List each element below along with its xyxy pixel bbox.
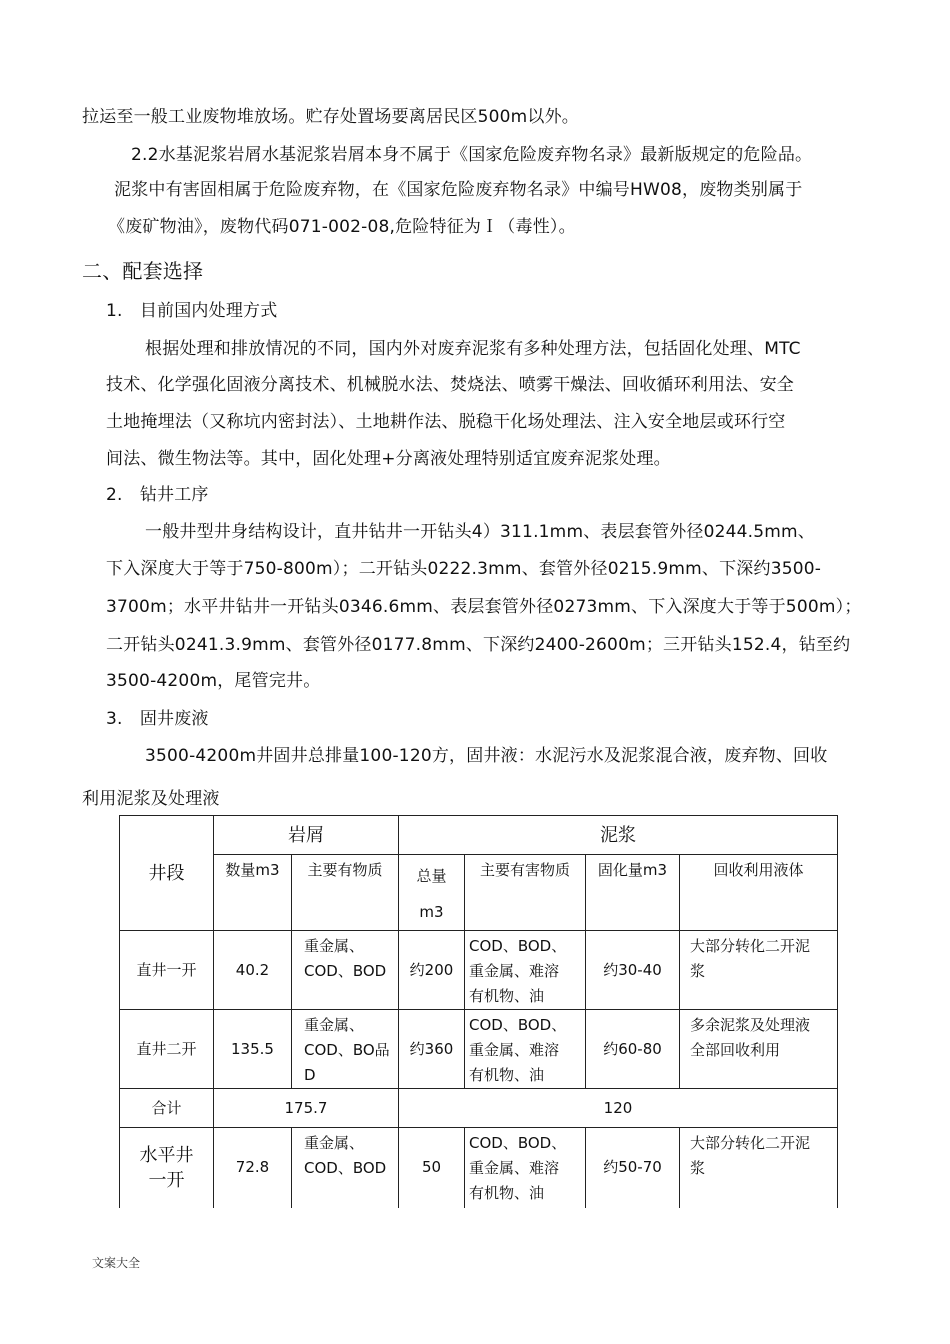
cell-solid: 约60-80 (586, 1010, 680, 1089)
cell-solid: 约30-40 (586, 931, 680, 1010)
cell-segment: 直井二开 (120, 1010, 214, 1089)
cell-qty: 72.8 (214, 1128, 292, 1208)
text-line-15: 二开钻头0241.3.9mm、套管外径0177.8mm、下深约2400-2600m；三开钻头152.4，钻至约 (106, 635, 851, 655)
table-row (120, 1128, 838, 1208)
header-mud: 泥浆 (399, 816, 838, 855)
waste-table (119, 815, 838, 1208)
cell-harmful: COD、BOD、 重金属、难溶 有机物、油 (465, 931, 586, 1010)
text-line-2: 2.2水基泥浆岩屑水基泥浆岩屑本身不属于《国家危险废弃物名录》最新版规定的危险品。 (131, 145, 813, 165)
cell-recycle: 大部分转化二开泥 浆 (680, 1128, 838, 1208)
cell-total: 约360 (399, 1010, 465, 1089)
subheading-2: 2. 钻井工序 (106, 485, 209, 505)
cell-sum-cuttings: 175.7 (214, 1089, 399, 1128)
header-harmful: 主要有害物质 (465, 855, 586, 931)
cell-sum-label: 合计 (120, 1089, 214, 1128)
header-recycle: 回收利用液体 (680, 855, 838, 931)
text-line-9: 土地掩埋法（又称坑内密封法）、土地耕作法、脱稳干化场处理法、注入安全地层或环行空 (106, 412, 786, 432)
header-qty: 数量m3 (214, 855, 292, 931)
text-line-3: 泥浆中有害固相属于危险废弃物，在《国家危险废弃物名录》中编号HW08，废物类别属于 (114, 180, 803, 200)
section-heading: 二、配套选择 (82, 259, 204, 283)
cell-segment: 水平井 一开 (120, 1128, 214, 1208)
cell-qty: 40.2 (214, 931, 292, 1010)
cell-main: 重金属、 COD、BOD (292, 931, 399, 1010)
subheading-3: 3. 固井废液 (106, 709, 209, 729)
table-row (120, 931, 838, 1010)
table-sum-row (120, 1089, 838, 1128)
table-header-row-2 (120, 855, 838, 931)
header-total: 总量 m3 (399, 855, 465, 931)
cell-harmful: COD、BOD、 重金属、难溶 有机物、油 (465, 1128, 586, 1208)
cell-harmful: COD、BOD、 重金属、难溶 有机物、油 (465, 1010, 586, 1089)
text-line-19: 利用泥浆及处理液 (82, 789, 220, 809)
cell-solid: 约50-70 (586, 1128, 680, 1208)
table-header-row-1 (120, 816, 838, 855)
text-line-13: 下入深度大于等于750-800m）；二开钻头0222.3mm、套管外径0215.9mm、下深约3500- (106, 559, 822, 579)
cell-segment: 直井一开 (120, 931, 214, 1010)
text-line-8: 技术、化学强化固液分离技术、机械脱水法、焚烧法、喷雾干燥法、回收循环利用法、安全 (106, 375, 794, 395)
text-line-1: 拉运至一般工业废物堆放场。贮存处置场要离居民区500m以外。 (82, 107, 580, 127)
cell-sum-mud: 120 (399, 1089, 838, 1128)
header-main: 主要有物质 (292, 855, 399, 931)
cell-recycle: 多余泥浆及处理液 全部回收利用 (680, 1010, 838, 1089)
text-line-16: 3500-4200m，尾管完井。 (106, 671, 321, 691)
subheading-1: 1. 目前国内处理方式 (106, 301, 278, 321)
table-row (120, 1010, 838, 1089)
text-line-10: 间法、微生物法等。其中，固化处理+分离液处理特别适宜废弃泥浆处理。 (106, 449, 671, 469)
cell-total: 约200 (399, 931, 465, 1010)
cell-recycle: 大部分转化二开泥 浆 (680, 931, 838, 1010)
header-solid: 固化量m3 (586, 855, 680, 931)
cell-main: 重金属、 COD、BO品 D (292, 1010, 399, 1089)
text-line-4: 《废矿物油》，废物代码071-002-08,危险特征为Ｉ（毒性）。 (108, 217, 576, 237)
page-footer: 文案大全 (92, 1256, 141, 1270)
cell-total: 50 (399, 1128, 465, 1208)
header-segment: 井段 (120, 816, 214, 931)
text-line-14: 3700m；水平井钻井一开钻头0346.6mm、表层套管外径0273mm、下入深度大于等于500m）； (106, 597, 862, 617)
cell-main: 重金属、 COD、BOD (292, 1128, 399, 1208)
cell-qty: 135.5 (214, 1010, 292, 1089)
text-line-12: 一般井型井身结构设计，直井钻井一开钻头4）311.1mm、表层套管外径0244.5mm、 (145, 522, 816, 542)
header-cuttings: 岩屑 (214, 816, 399, 855)
text-line-18: 3500-4200m井固井总排量100-120方，固井液：水泥污水及泥浆混合液，废弃物、回收 (145, 746, 828, 766)
text-line-7: 根据处理和排放情况的不同，国内外对废弃泥浆有多种处理方法，包括固化处理、MTC (145, 339, 801, 359)
